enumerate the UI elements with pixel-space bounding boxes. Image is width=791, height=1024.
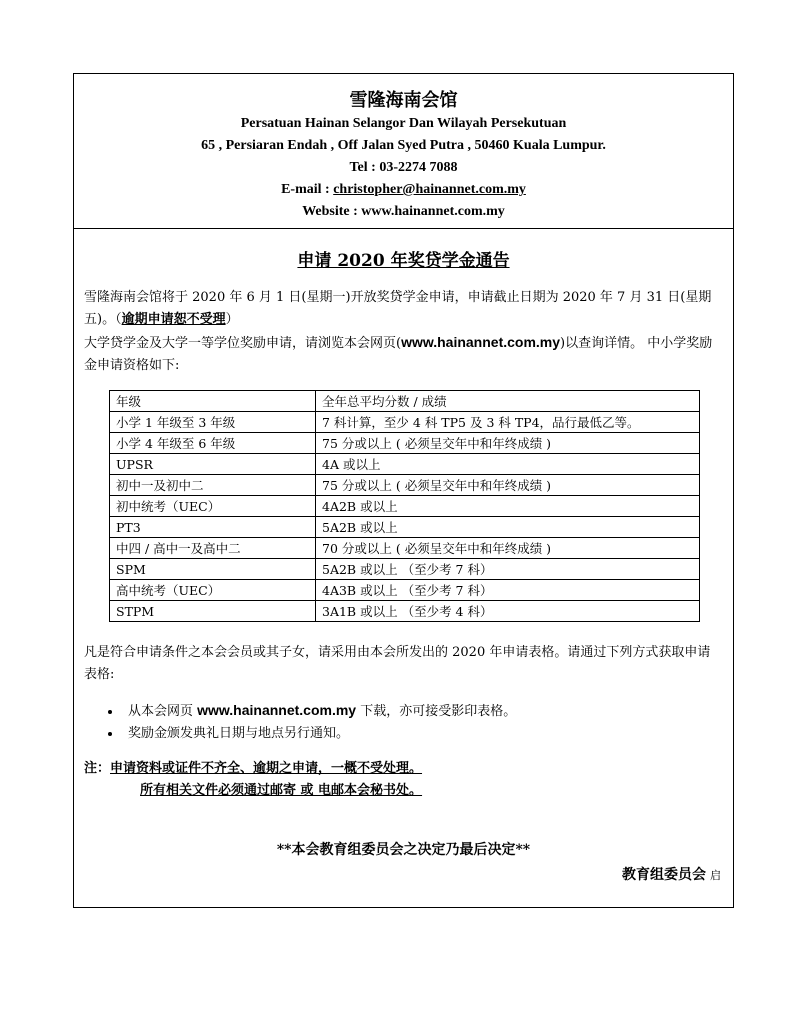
note-block	[84, 758, 422, 802]
bullet-text: 从本会网页	[128, 704, 198, 719]
signature-name: 教育组委员会	[622, 867, 706, 883]
intro-text-3: 大学贷学金及大学一等学位奖励申请，请浏览本会网页(	[84, 336, 402, 351]
notice-title	[74, 246, 733, 271]
table-row	[110, 559, 700, 580]
requirement-cell: 4A3B 或以上 （至少考 7 科）	[316, 580, 700, 601]
association-name-cn: 雪隆海南会馆	[349, 90, 458, 111]
requirement-cell: 5A2B 或以上	[316, 517, 700, 538]
grade-cell: STPM	[110, 601, 316, 622]
grade-cell: UPSR	[110, 454, 316, 475]
grade-cell: 初中统考（UEC）	[110, 496, 316, 517]
grade-cell: 小学 4 年级至 6 年级	[110, 433, 316, 454]
requirement-cell: 4A2B 或以上	[316, 496, 700, 517]
table-row	[110, 454, 700, 475]
table-row	[110, 538, 700, 559]
grade-cell: 初中一及初中二	[110, 475, 316, 496]
website-link[interactable]: www.hainannet.com.my	[401, 334, 561, 350]
grade-cell: 小学 1 年级至 3 年级	[110, 412, 316, 433]
list-item	[122, 699, 516, 723]
final-decision: **本会教育组委员会之决定乃最后决定**	[276, 842, 531, 858]
table-row	[110, 601, 700, 622]
association-name-my: Persatuan Hainan Selangor Dan Wilayah Persekutuan	[240, 116, 567, 131]
instruction-list	[104, 699, 516, 745]
signature-suffix: 启	[710, 869, 721, 882]
apply-paragraph: 凡是符合申请条件之本会会员或其子女，请采用由本会所发出的 2020 年申请表格。请通过下列方式获取申请表格:	[84, 645, 711, 682]
note-line-2: 所有相关文件必须通过邮寄 或 电邮本会秘书处。	[140, 783, 423, 798]
requirement-cell: 7 科计算，至少 4 科 TP5 及 3 科 TP4，品行最低乙等。	[316, 412, 700, 433]
requirement-cell: 4A 或以上	[316, 454, 700, 475]
grade-cell: 高中统考（UEC）	[110, 580, 316, 601]
note-label: 注：	[84, 761, 111, 776]
bullet-text: 下载，亦可接受影印表格。	[356, 704, 517, 719]
intro-text-2: ）	[225, 312, 239, 327]
requirement-cell: 3A1B 或以上 （至少考 4 科）	[316, 601, 700, 622]
bullet-text: 奖励金颁发典礼日期与地点另行通知。	[128, 726, 350, 741]
requirement-cell: 75 分或以上 ( 必须呈交年中和年终成绩 )	[316, 475, 700, 496]
download-link[interactable]: www.hainannet.com.my	[197, 702, 357, 718]
requirement-cell: 75 分或以上 ( 必须呈交年中和年终成绩 )	[316, 433, 700, 454]
requirement-cell: 5A2B 或以上 （至少考 7 科）	[316, 559, 700, 580]
telephone: Tel : 03-2274 7088	[349, 160, 458, 175]
table-row	[110, 433, 700, 454]
notice-frame	[73, 73, 734, 908]
grade-cell: SPM	[110, 559, 316, 580]
letterhead	[74, 74, 733, 229]
requirement-cell: 70 分或以上 ( 必须呈交年中和年终成绩 )	[316, 538, 700, 559]
notice-title-text: 申请 2020 年奖贷学金通告	[297, 251, 510, 271]
grade-cell: PT3	[110, 517, 316, 538]
table-row	[110, 580, 700, 601]
email-label: E-mail :	[281, 182, 334, 197]
column-header-score: 全年总平均分数 / 成绩	[316, 391, 700, 412]
table-row	[110, 475, 700, 496]
grade-cell: 中四 / 高中一及高中二	[110, 538, 316, 559]
email-line	[74, 179, 733, 201]
table-row	[110, 496, 700, 517]
table-row	[110, 412, 700, 433]
eligibility-table	[109, 390, 700, 622]
column-header-grade: 年级	[110, 391, 316, 412]
note-line-1: 申请资料或证件不齐全、逾期之申请，一概不受处理。	[110, 761, 423, 776]
website-line[interactable]: Website : www.hainannet.com.my	[302, 204, 505, 219]
intro-text-4: )以查询详情。 中小学奖励金申请资格如下:	[84, 336, 713, 373]
email-link[interactable]: christopher@hainannet.com.my	[333, 182, 526, 197]
intro-paragraph	[84, 287, 722, 377]
table-row	[110, 517, 700, 538]
list-item	[122, 723, 516, 745]
signature	[622, 864, 721, 884]
late-warning: 逾期申请恕不受理	[121, 312, 226, 327]
intro-text-1: 雪隆海南会馆将于 2020 年 6 月 1 日(星期一)开放奖贷学金申请，申请截止日期为 2020 年 7 月 31 日(星期五)。（	[84, 290, 712, 327]
address: 65 , Persiaran Endah , Off Jalan Syed Putra , 50460 Kuala Lumpur.	[201, 138, 606, 153]
table-header-row	[110, 391, 700, 412]
